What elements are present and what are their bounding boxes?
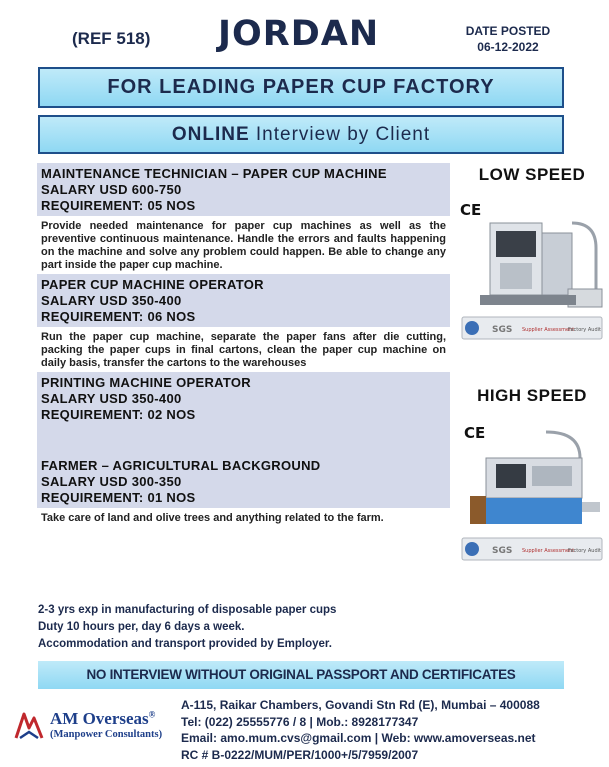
note-accommodation: Accommodation and transport provided by Employer. (38, 638, 332, 650)
job-farmer (37, 455, 450, 527)
sgs-label: SGS (492, 325, 513, 335)
factory-label: Factory Audit (568, 548, 601, 554)
factory-banner: FOR LEADING PAPER CUP FACTORY (38, 67, 564, 108)
job-salary: SALARY USD 600-750 (41, 182, 182, 197)
job-title: PRINTING MACHINE OPERATOR (41, 375, 251, 390)
date-label: DATE POSTED (465, 24, 551, 38)
company-email-web: Email: amo.mum.cvs@gmail.com | Web: www.amoverseas.net (181, 731, 536, 745)
job-requirement: REQUIREMENT: 02 NOS (41, 407, 196, 422)
supplier-label: Supplier Assessment (522, 327, 575, 333)
job-description: Provide needed maintenance for paper cup machines as well as the preventive continuous maintenance. Handle the errors and faults happening on the machine and solve any problem could happen. Be able to change any part inside the paper cup machine. (37, 216, 450, 274)
job-printing-operator (37, 372, 450, 455)
country-title: JORDAN (218, 14, 380, 54)
job-requirement: REQUIREMENT: 05 NOS (41, 198, 196, 213)
job-maintenance (37, 163, 450, 274)
job-salary: SALARY USD 350-400 (41, 293, 182, 308)
job-description: Run the paper cup machine, separate the paper fans after die cutting, packing the paper cups in final cartons, clean the paper cup machine on daily basis, transfer the cartons to the warehouses (37, 327, 450, 372)
company-logo (14, 706, 174, 746)
company-phone: Tel: (022) 25555776 / 8 | Mob.: 8928177347 (181, 714, 419, 729)
interview-mode: ONLINE (171, 124, 250, 145)
date-posted (448, 23, 568, 55)
job-description: Take care of land and olive trees and anything related to the farm. (37, 508, 450, 527)
company-name: AM Overseas (50, 709, 149, 728)
job-title: MAINTENANCE TECHNICIAN – PAPER CUP MACHINE (41, 166, 387, 181)
job-title: PAPER CUP MACHINE OPERATOR (41, 277, 264, 292)
reference-number: (REF 518) (72, 29, 151, 48)
job-salary: SALARY USD 350-400 (41, 391, 182, 406)
contact-details (181, 697, 540, 763)
high-speed-machine-image (456, 418, 606, 570)
low-speed-machine-image (456, 193, 606, 351)
factory-label: Factory Audit (568, 327, 601, 333)
job-list (37, 163, 450, 527)
job-salary: SALARY USD 300-350 (41, 474, 182, 489)
company-rc-number: RC # B-0222/MUM/PER/1000+/5/7959/2007 (181, 747, 419, 762)
company-subtitle: (Manpower Consultants) (50, 729, 163, 740)
logo-mark-icon (14, 710, 44, 742)
job-requirement: REQUIREMENT: 01 NOS (41, 490, 196, 505)
high-speed-label: HIGH SPEED (477, 386, 587, 405)
passport-warning: NO INTERVIEW WITHOUT ORIGINAL PASSPORT AND CERTIFICATES (38, 661, 564, 689)
low-speed-label: LOW SPEED (478, 165, 586, 184)
spacer (37, 425, 450, 455)
job-notes (38, 602, 336, 653)
company-address: A-115, Raikar Chambers, Govandi Stn Rd (E), Mumbai – 400088 (181, 698, 540, 712)
ce-mark: CE (464, 424, 486, 442)
job-cup-operator (37, 274, 450, 372)
job-requirement: REQUIREMENT: 06 NOS (41, 309, 196, 324)
supplier-label: Supplier Assessment (522, 548, 575, 554)
ce-mark: CE (460, 201, 482, 219)
sgs-label: SGS (492, 546, 513, 556)
registered-mark: ® (148, 709, 156, 720)
note-duty: Duty 10 hours per, day 6 days a week. (38, 621, 245, 633)
interview-text: Interview by Client (249, 124, 431, 145)
note-experience: 2-3 yrs exp in manufacturing of disposable paper cups (38, 604, 337, 616)
interview-banner (38, 115, 564, 154)
date-value: 06-12-2022 (477, 40, 539, 54)
job-title: FARMER – AGRICULTURAL BACKGROUND (41, 458, 321, 473)
